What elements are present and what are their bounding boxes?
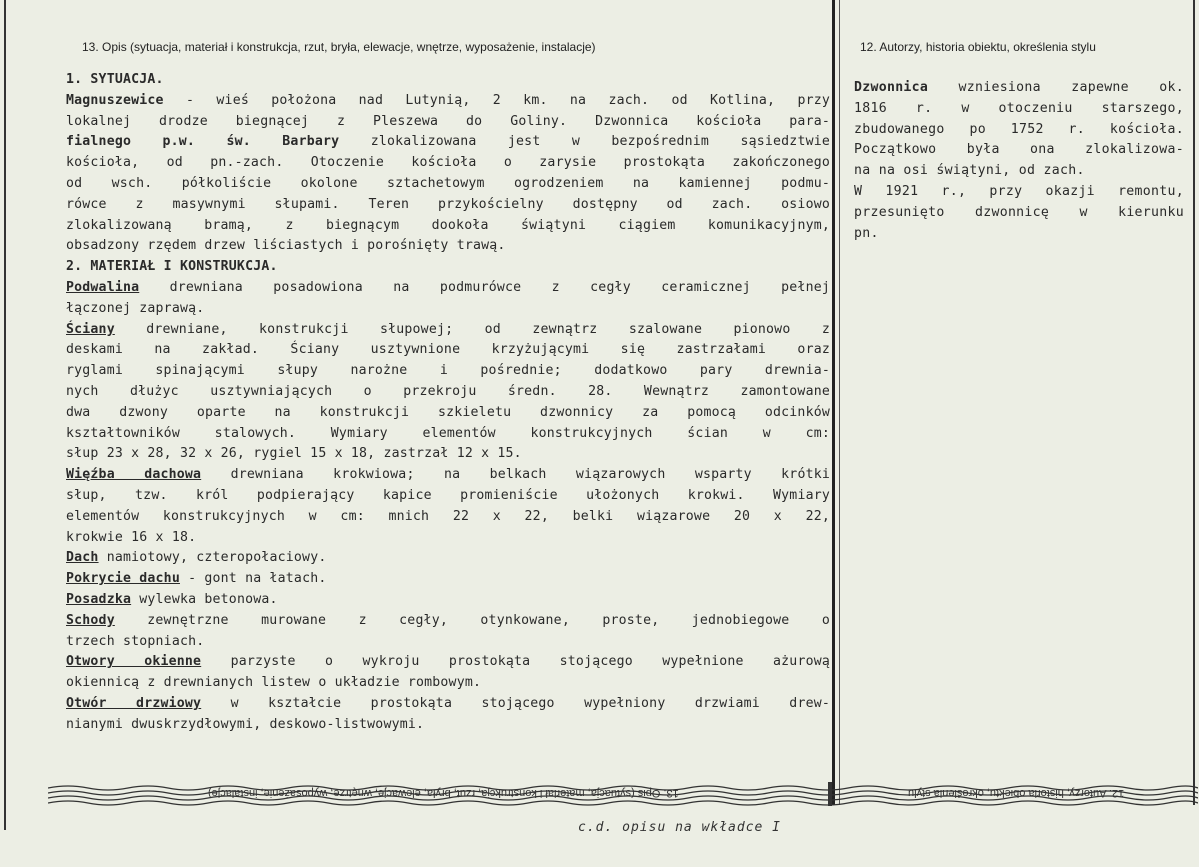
- description-line: [66, 694, 830, 715]
- description-line: [66, 340, 830, 361]
- description-term: fialnego p.w. św. Barbary: [66, 134, 340, 150]
- description-line: [66, 361, 830, 382]
- description-text: zewnętrzne murowane z cegły, otynkowane, proste, jednobiegowe o: [147, 612, 830, 628]
- history-text: Początkowo była ona zlokalizowa-: [854, 142, 1184, 158]
- strip-section-13-mirrored: 13. Opis (sytuacja, materiał i konstrukcja, rzut, bryła, elewacje, wnętrze, wyposażenie, instalacje): [208, 787, 679, 799]
- description-line: [66, 528, 830, 549]
- description-text: namiotowy, czteropołaciowy.: [106, 550, 327, 566]
- description-term: Posadzka: [66, 591, 132, 607]
- description-line: [66, 91, 830, 112]
- history-text: wzniesiona zapewne ok.: [958, 80, 1184, 95]
- description-line: [66, 632, 830, 653]
- description-line: [66, 424, 830, 445]
- left-border: [4, 0, 6, 830]
- history-text: na na osi świątyni, od zach.: [854, 163, 1085, 179]
- description-text: drewniana krokwiowa; na belkach wiązarowych wsparty krótki: [230, 467, 830, 483]
- description-line: [66, 403, 830, 424]
- description-line: [66, 382, 830, 403]
- description-text: od wsch. półkoliście okolone sztachetowym ogrodzeniem na kamiennej podmu-: [66, 175, 830, 191]
- column-divider-thin: [839, 0, 840, 805]
- description-line: [66, 652, 830, 673]
- description-line: [66, 548, 830, 569]
- description-line: [66, 112, 830, 133]
- description-text: krokwie 16 x 18.: [66, 529, 197, 545]
- history-line: [854, 120, 1184, 141]
- description-text: wylewka betonowa.: [139, 591, 278, 607]
- history-text: W 1921 r., przy okazji remontu,: [854, 183, 1184, 199]
- description-text: zlokalizowana jest w bezpośrednim sąsiedztwie: [370, 134, 830, 150]
- description-term: Magnuszewice: [66, 92, 164, 108]
- description-text: obsadzony rzędem drzew liściastych i porośnięty trawą.: [66, 238, 506, 254]
- continuation-note: c.d. opisu na wkładce I: [578, 820, 782, 835]
- description-text: w kształcie prostokąta stojącego wypełniony drzwiami drew-: [230, 695, 830, 711]
- description-text: słup 23 x 28, 32 x 26, rygiel 15 x 18, zastrzał 12 x 15.: [66, 446, 522, 462]
- history-line: [854, 224, 1184, 245]
- description-line: [66, 216, 830, 237]
- description-text: trzech stopniach.: [66, 633, 205, 649]
- description-text: dwa dzwony oparte na konstrukcji szkieletu dzwonnicy za pomocą odcinków: [66, 404, 830, 420]
- description-text: kościoła, od pn.-zach. Otoczenie kościoła o zarysie prostokąta zakończonego: [66, 155, 830, 171]
- description-line: [66, 715, 830, 736]
- history-term: Dzwonnica: [854, 80, 929, 95]
- description-text: drewniane, konstrukcji słupowej; od zewnątrz szalowane pionowo z: [146, 321, 830, 337]
- description-text: - wieś położona nad Lutynią, 2 km. na zach. od Kotlina, przy: [185, 92, 830, 108]
- description-text: deskami na zakład. Ściany usztywnione krzyżującymi się zastrzałami oraz: [66, 342, 830, 358]
- description-text: - gont na łatach.: [188, 571, 327, 587]
- description-line: [66, 257, 830, 278]
- description-text: nianymi dwuskrzydłowymi, deskowo-listwowymi.: [66, 716, 425, 732]
- history-line: [854, 161, 1184, 182]
- description-line: [66, 132, 830, 153]
- description-line: [66, 673, 830, 694]
- history-line: [854, 99, 1184, 120]
- description-text: elementów konstrukcyjnych w cm: mnich 22 x 22, belki wiązarowe 20 x 22,: [66, 508, 830, 524]
- description-text: parzyste o wykroju prostokąta stojącego wypełnione ażurową: [230, 654, 830, 670]
- history-line: [854, 182, 1184, 203]
- description-text: łączonej zaprawą.: [66, 300, 205, 316]
- history-text: zbudowanego po 1752 r. kościoła.: [854, 121, 1184, 137]
- description-text: nych dłużyc usztywniających o przekroju średn. 28. Wewnątrz zamontowane: [66, 383, 830, 399]
- history-line: [854, 203, 1184, 224]
- description-term: Więźba dachowa: [66, 467, 202, 483]
- description-text: lokalnej drodze biegnącej z Pleszewa do Goliny. Dzwonnica kościoła para-: [66, 113, 830, 129]
- description-line: [66, 278, 830, 299]
- description-text: ryglami spinającymi słupy narożne i pośrednie; dodatkowo pary drewnia-: [66, 363, 830, 379]
- description-text: zlokalizowaną bramą, z biegnącym dookoła świątyni ciągiem komunikacyjnym,: [66, 217, 830, 233]
- description-text: słup, tzw. król podpierający kapice promieniście ułożonych krokwi. Wymiary: [66, 487, 830, 503]
- description-term: Otwór drzwiowy: [66, 695, 202, 711]
- strip-section-12-mirrored: 12. Autorzy, historia obiektu, określenia stylu: [908, 787, 1125, 799]
- column-divider: [832, 0, 835, 805]
- description-text: kształtowników stalowych. Wymiary elementów konstrukcyjnych ścian w cm:: [66, 425, 830, 441]
- description-line: [66, 590, 830, 611]
- section-13-header: 13. Opis (sytuacja, materiał i konstrukcja, rzut, bryła, elewacje, wnętrze, wyposażenie, instalacje): [82, 40, 596, 54]
- history-text: pn.: [854, 225, 879, 241]
- description-line: [66, 195, 830, 216]
- history-line: [854, 140, 1184, 161]
- description-text: [66, 70, 830, 736]
- description-line: [66, 465, 830, 486]
- right-border: [1193, 0, 1195, 805]
- description-text: okiennicą z drewnianych listew o układzie rombowym.: [66, 675, 482, 691]
- description-line: [66, 486, 830, 507]
- description-term: Dach: [66, 550, 99, 566]
- description-text: 1. SYTUACJA.: [66, 72, 164, 87]
- description-line: [66, 70, 830, 91]
- description-line: [66, 444, 830, 465]
- description-text: drewniana posadowiona na podmurówce z cegły ceramicznej pełnej: [169, 279, 830, 295]
- description-term: Podwalina: [66, 279, 140, 295]
- description-term: Otwory okienne: [66, 654, 202, 670]
- description-text: 2. MATERIAŁ I KONSTRUKCJA.: [66, 259, 278, 275]
- history-text: 1816 r. w otoczeniu starszego,: [854, 100, 1184, 116]
- description-line: [66, 569, 830, 590]
- description-line: [66, 611, 830, 632]
- description-term: Pokrycie dachu: [66, 571, 180, 587]
- description-term: Ściany: [66, 321, 115, 337]
- description-line: [66, 174, 830, 195]
- description-text: rówce z masywnymi słupami. Teren przykościelny dostępny od zach. osiowo: [66, 196, 830, 212]
- description-term: Schody: [66, 612, 115, 628]
- history-text: [854, 78, 1184, 244]
- description-line: [66, 236, 830, 257]
- history-text: przesunięto dzwonnicę w kierunku: [854, 204, 1184, 220]
- section-12-header: 12. Autorzy, historia obiektu, określenia stylu: [860, 40, 1096, 54]
- bottom-strip: [48, 782, 1198, 812]
- description-line: [66, 153, 830, 174]
- history-line: [854, 78, 1184, 99]
- description-line: [66, 299, 830, 320]
- description-line: [66, 507, 830, 528]
- description-line: [66, 320, 830, 341]
